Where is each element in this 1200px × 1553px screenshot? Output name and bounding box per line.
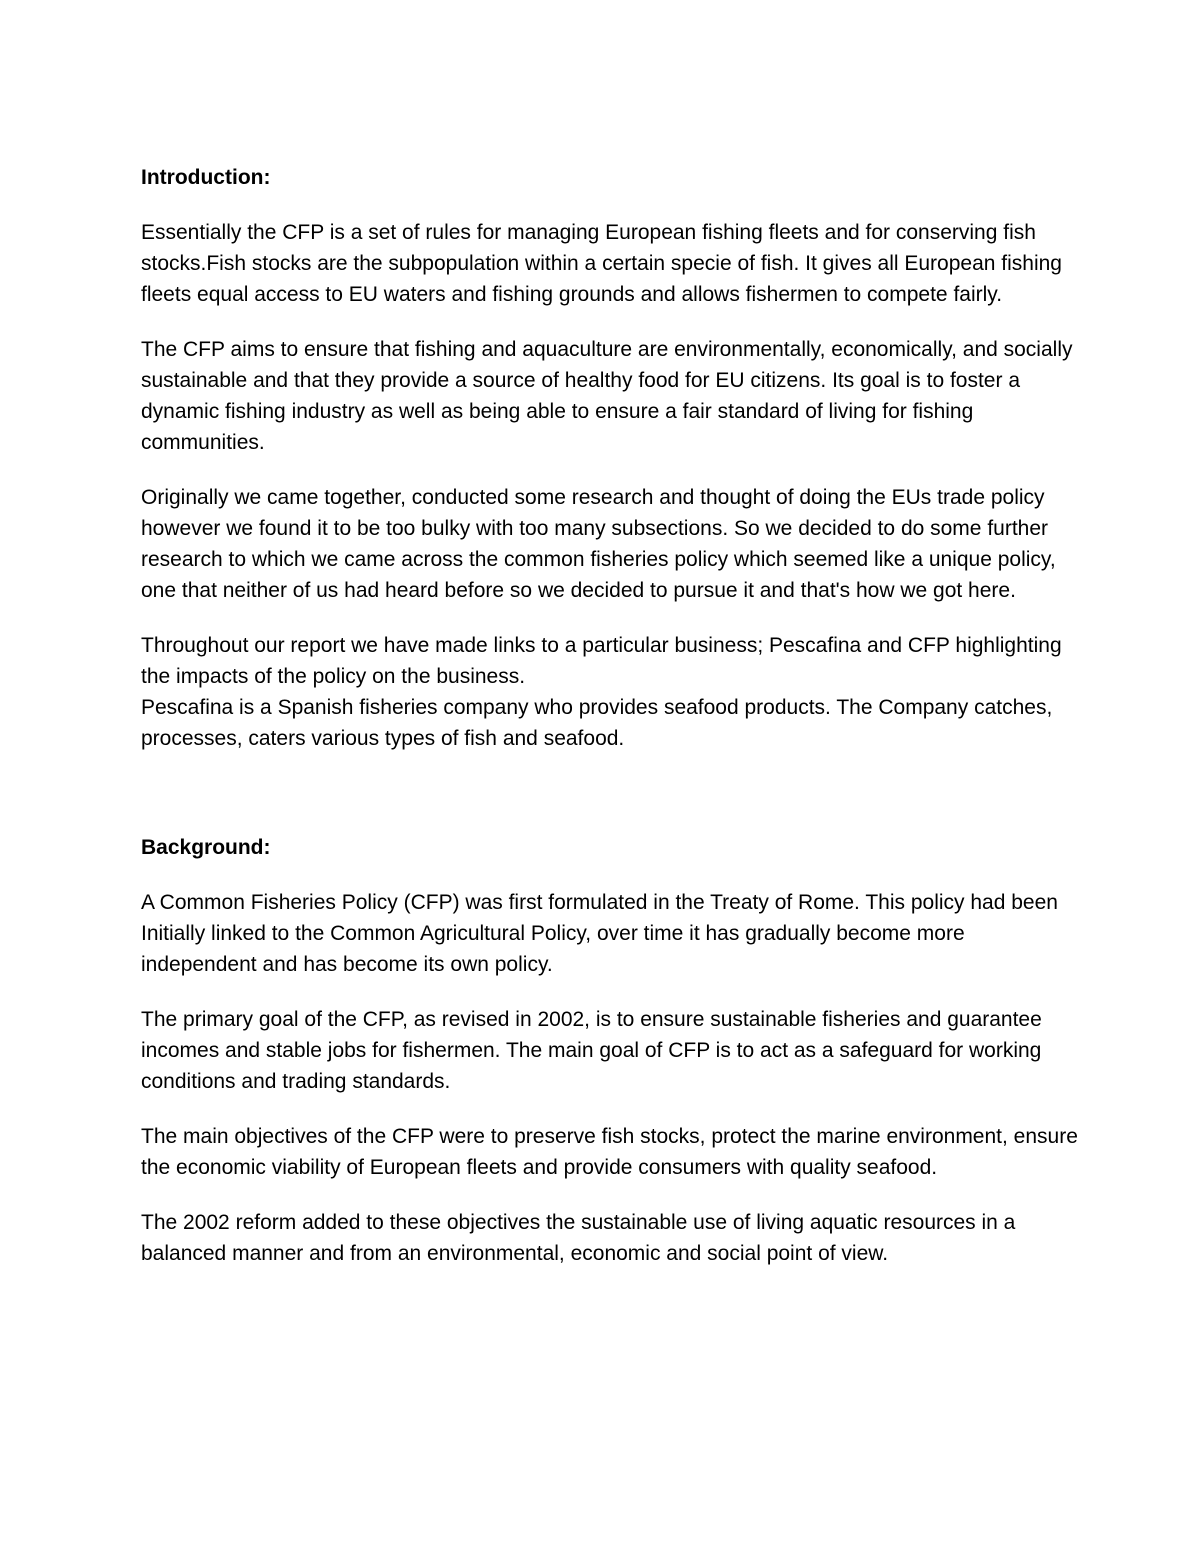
- background-paragraph-3: The main objectives of the CFP were to preserve fish stocks, protect the marine environment, ensure the economic viability of European fleets and provide consumers with quality seafood.: [141, 1125, 1078, 1179]
- introduction-paragraph-1: Essentially the CFP is a set of rules for managing European fishing fleets and for conserving fish stocks.Fish stocks are the subpopulation within a certain specie of fish. It gives all European fishing fleets equal access to EU waters and fishing grounds and allows fishermen to compete fairly.: [141, 221, 1062, 306]
- background-paragraph-1: A Common Fisheries Policy (CFP) was first formulated in the Treaty of Rome. This policy had been Initially linked to the Common Agricultural Policy, over time it has gradually become more independent and has become its own policy.: [141, 891, 1058, 976]
- introduction-paragraph-3: Originally we came together, conducted some research and thought of doing the EUs trade policy however we found it to be too bulky with too many subsections. So we decided to do some further research to which we came across the common fisheries policy which seemed like a unique policy, one that neither of us had heard before so we decided to pursue it and that's how we got here.: [141, 486, 1056, 602]
- introduction-paragraph-2: The CFP aims to ensure that fishing and aquaculture are environmentally, economically, and socially sustainable and that they provide a source of healthy food for EU citizens. Its goal is to foster a dynamic fishing industry as well as being able to ensure a fair standard of living for fishing communities.: [141, 338, 1073, 454]
- background-paragraph-2: The primary goal of the CFP, as revised in 2002, is to ensure sustainable fisheries and guarantee incomes and stable jobs for fishermen. The main goal of CFP is to act as a safeguard for working conditions and trading standards.: [141, 1008, 1042, 1093]
- document-page: [141, 162, 1081, 1293]
- section-spacer: [141, 778, 1081, 832]
- introduction-heading: Introduction:: [141, 166, 271, 189]
- background-heading: Background:: [141, 836, 271, 859]
- background-section: [141, 832, 1081, 1269]
- introduction-section: [141, 162, 1081, 754]
- introduction-paragraph-5: Pescafina is a Spanish fisheries company who provides seafood products. The Company catches, processes, caters various types of fish and seafood.: [141, 696, 1053, 750]
- introduction-paragraph-4: Throughout our report we have made links to a particular business; Pescafina and CFP highlighting the impacts of the policy on the business.: [141, 634, 1062, 688]
- background-paragraph-4: The 2002 reform added to these objectives the sustainable use of living aquatic resources in a balanced manner and from an environmental, economic and social point of view.: [141, 1211, 1016, 1265]
